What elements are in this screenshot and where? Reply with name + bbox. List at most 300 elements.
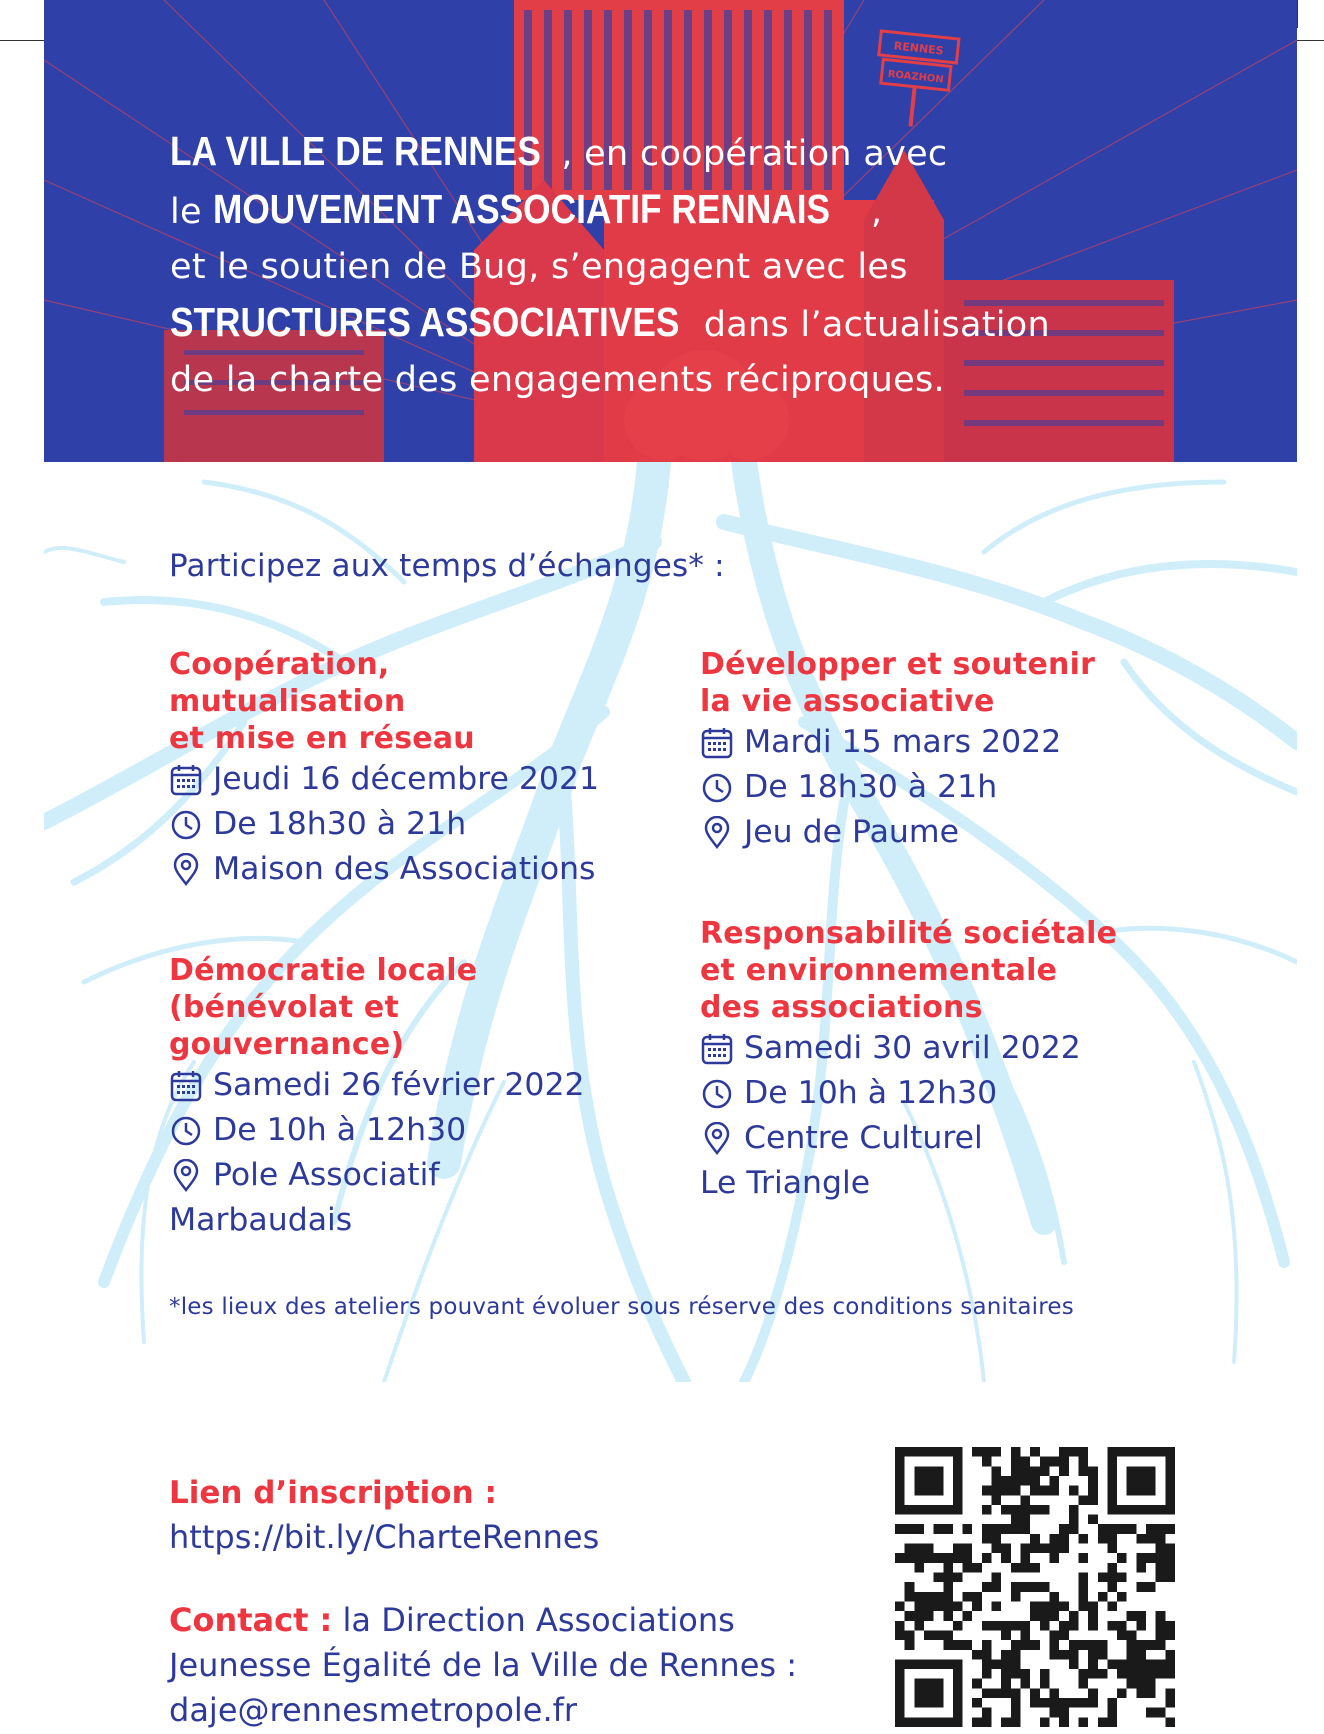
qr-module [1021,1679,1031,1689]
qr-module [1117,1669,1127,1679]
qr-module [924,1679,934,1689]
qr-module [1021,1630,1031,1640]
qr-module [1001,1650,1011,1660]
qr-module [982,1708,992,1718]
qr-module [1059,1698,1069,1708]
qr-module [1165,1486,1175,1496]
headline-text-5: de la charte des engagements réciproques. [170,360,945,400]
qr-module [1021,1495,1031,1505]
calendar-icon [169,1069,203,1103]
qr-module [1136,1688,1146,1698]
event-time-text: De 18h30 à 21h [744,769,998,805]
qr-module [1040,1698,1050,1708]
qr-module [1021,1563,1031,1573]
event-title-line: Coopération, [169,647,390,682]
location-pin-icon [700,1122,734,1156]
qr-module [943,1582,953,1592]
qr-module [1146,1534,1156,1544]
qr-module [895,1669,905,1679]
qr-module [1030,1582,1040,1592]
qr-module [1049,1534,1059,1544]
qr-module [1021,1476,1031,1486]
qr-module [1107,1534,1117,1544]
qr-module [1107,1524,1117,1534]
qr-module [1136,1679,1146,1689]
qr-module [1078,1698,1088,1708]
qr-module [1049,1640,1059,1650]
qr-module [1021,1640,1031,1650]
qr-module [1165,1495,1175,1505]
qr-module [1136,1650,1146,1660]
qr-module [1136,1640,1146,1650]
qr-module [1040,1466,1050,1476]
contact-line-1: la Direction Associations [332,1601,735,1639]
qr-module [1127,1679,1137,1689]
qr-module [943,1592,953,1602]
event-card [700,915,1220,1206]
qr-module [1001,1505,1011,1515]
qr-module [1117,1524,1127,1534]
qr-module [963,1563,973,1573]
event-time [169,1108,689,1153]
qr-module [1136,1476,1146,1486]
qr-module [1011,1717,1021,1727]
qr-module [1107,1573,1117,1583]
qr-module [895,1698,905,1708]
qr-module [953,1698,963,1708]
qr-module [1127,1524,1137,1534]
clock-icon [169,808,203,842]
qr-module [914,1659,924,1669]
qr-module [1107,1717,1117,1727]
qr-module [982,1447,992,1457]
qr-module [934,1573,944,1583]
qr-module [905,1630,915,1640]
qr-module [1088,1698,1098,1708]
event-date-text: Samedi 26 février 2022 [213,1067,585,1103]
qr-module [1049,1630,1059,1640]
qr-module [953,1447,963,1457]
qr-module [1059,1524,1069,1534]
qr-module [1146,1553,1156,1563]
qr-module [1049,1553,1059,1563]
qr-module [1011,1582,1021,1592]
qr-module [1088,1515,1098,1525]
headline-strong-2: MOUVEMENT ASSOCIATIF RENNAIS [213,186,831,232]
qr-module [1001,1679,1011,1689]
qr-module [1098,1534,1108,1544]
qr-module [1011,1650,1021,1660]
qr-module [982,1650,992,1660]
contact-email[interactable]: daje@rennesmetropole.fr [169,1691,578,1729]
qr-module [914,1553,924,1563]
qr-module [953,1640,963,1650]
qr-module [934,1688,944,1698]
qr-module [1107,1544,1117,1554]
qr-module [934,1659,944,1669]
location-pin-icon [169,1159,203,1193]
qr-module [1107,1659,1117,1669]
qr-module [1146,1447,1156,1457]
qr-module [934,1592,944,1602]
qr-module [1127,1466,1137,1476]
qr-module [1069,1505,1079,1515]
qr-module [1001,1717,1011,1727]
qr-module [1011,1669,1021,1679]
qr-module [914,1544,924,1554]
contact-line-2: Jeunesse Égalité de la Ville de Rennes : [169,1646,797,1684]
qr-module [1136,1486,1146,1496]
qr-module [1059,1466,1069,1476]
qr-module [992,1659,1002,1669]
qr-module [1001,1486,1011,1496]
intro-text: Participez aux temps d’échanges* : [169,548,725,584]
qr-module [943,1611,953,1621]
qr-module [895,1495,905,1505]
qr-module [982,1553,992,1563]
qr-module [924,1466,934,1476]
event-date-text: Samedi 30 avril 2022 [744,1030,1081,1066]
qr-module [1156,1563,1166,1573]
qr-module [934,1486,944,1496]
qr-module [1146,1486,1156,1496]
event-title [169,646,689,757]
qr-module [1136,1659,1146,1669]
qr-module [1049,1476,1059,1486]
qr-module [1040,1621,1050,1631]
event-date-text: Jeudi 16 décembre 2021 [213,761,600,797]
qr-module [982,1457,992,1467]
qr-module [1030,1688,1040,1698]
qr-module [1049,1708,1059,1718]
qr-module [1165,1505,1175,1515]
qr-module [1098,1717,1108,1727]
qr-module [1136,1611,1146,1621]
qr-module [963,1544,973,1554]
qr-module [1136,1447,1146,1457]
qr-module [1165,1630,1175,1640]
qr-module [992,1601,1002,1611]
qr-module [1127,1447,1137,1457]
inscription-link[interactable]: https://bit.ly/CharteRennes [169,1518,600,1556]
event-date [169,1063,689,1108]
qr-module [972,1650,982,1660]
qr-module [1117,1505,1127,1515]
qr-module [1146,1669,1156,1679]
qr-module [1098,1573,1108,1583]
qr-module [924,1698,934,1708]
qr-module [1107,1698,1117,1708]
qr-module [914,1466,924,1476]
qr-module [1069,1659,1079,1669]
qr-module [924,1592,934,1602]
qr-module [1127,1669,1137,1679]
qr-module [1107,1601,1117,1611]
event-title-line: Démocratie locale [169,953,478,988]
qr-module [972,1601,982,1611]
qr-module [1098,1524,1108,1534]
qr-module [1059,1621,1069,1631]
qr-module [1030,1601,1040,1611]
qr-module [1156,1611,1166,1621]
qr-module [1127,1659,1137,1669]
event-place-continued: Le Triangle [700,1165,871,1201]
qr-module [924,1544,934,1554]
qr-module [1107,1466,1117,1476]
event-card [169,646,689,892]
event-date-text: Mardi 15 mars 2022 [744,724,1062,760]
qr-module [1069,1621,1079,1631]
event-title-line: la vie associative [700,684,995,719]
qr-module [1136,1553,1146,1563]
qr-module [1165,1688,1175,1698]
qr-module [1107,1621,1117,1631]
qr-module [905,1544,915,1554]
event-title-line: et environnementale [700,953,1058,988]
qr-module [914,1601,924,1611]
qr-module [943,1659,953,1669]
qr-module [992,1582,1002,1592]
qr-module [1069,1640,1079,1650]
qr-module [953,1601,963,1611]
event-title [700,915,1220,1026]
qr-module [1117,1447,1127,1457]
contact-label: Contact : [169,1601,333,1639]
qr-module [895,1476,905,1486]
qr-module [1127,1505,1137,1515]
qr-module [1088,1640,1098,1650]
qr-module [1127,1640,1137,1650]
qr-module [1146,1659,1156,1669]
qr-module [914,1486,924,1496]
qr-module [914,1505,924,1515]
qr-module [1136,1505,1146,1515]
clock-icon [700,1077,734,1111]
qr-module [924,1611,934,1621]
qr-module [914,1688,924,1698]
qr-module [1165,1621,1175,1631]
qr-module [982,1659,992,1669]
qr-module [1040,1679,1050,1689]
qr-module [924,1688,934,1698]
qr-module [1059,1708,1069,1718]
qr-module [1049,1688,1059,1698]
qr-module [1165,1669,1175,1679]
qr-module [914,1679,924,1689]
qr-module [1165,1553,1175,1563]
qr-module [982,1717,992,1727]
event-date [700,720,1220,765]
qr-module [934,1447,944,1457]
qr-module [1021,1582,1031,1592]
qr-module [1117,1659,1127,1669]
qr-code[interactable] [895,1447,1175,1727]
qr-module [914,1563,924,1573]
qr-module [1156,1630,1166,1640]
qr-module [924,1486,934,1496]
qr-module [1117,1688,1127,1698]
qr-module [905,1611,915,1621]
qr-module [1078,1679,1088,1689]
qr-module [895,1717,905,1727]
qr-module [1078,1717,1088,1727]
qr-module [1136,1582,1146,1592]
qr-module [1001,1476,1011,1486]
qr-module [1078,1447,1088,1457]
qr-module [1059,1544,1069,1554]
qr-module [924,1601,934,1611]
qr-module [1030,1476,1040,1486]
qr-module [1078,1582,1088,1592]
qr-module [953,1486,963,1496]
qr-module [1136,1534,1146,1544]
qr-module [1078,1457,1088,1467]
qr-module [963,1640,973,1650]
qr-module [1146,1679,1156,1689]
qr-module [1030,1563,1040,1573]
qr-module [934,1476,944,1486]
qr-module [992,1621,1002,1631]
qr-module [1107,1476,1117,1486]
qr-module [943,1630,953,1640]
qr-module [1021,1466,1031,1476]
qr-module [905,1592,915,1602]
qr-module [1156,1640,1166,1650]
qr-module [1001,1659,1011,1669]
qr-module [1011,1592,1021,1602]
event-place [169,1153,689,1198]
qr-module [1136,1669,1146,1679]
qr-module [943,1553,953,1563]
qr-module [934,1505,944,1515]
qr-module [1156,1524,1166,1534]
qr-module [953,1505,963,1515]
qr-module [1011,1447,1021,1457]
qr-module [1127,1611,1137,1621]
calendar-icon [700,1032,734,1066]
qr-module [1001,1688,1011,1698]
qr-module [1011,1688,1021,1698]
qr-module [982,1505,992,1515]
qr-module [982,1582,992,1592]
qr-module [1069,1447,1079,1457]
event-place [700,1116,1220,1161]
qr-module [895,1621,905,1631]
event-title-line: des associations [700,990,983,1025]
qr-module [972,1679,982,1689]
qr-module [914,1476,924,1486]
qr-module [1021,1505,1031,1515]
qr-module [992,1534,1002,1544]
qr-module [914,1717,924,1727]
qr-module [1156,1669,1166,1679]
qr-module [1146,1524,1156,1534]
qr-module [1030,1611,1040,1621]
qr-module [953,1679,963,1689]
qr-module [1098,1592,1108,1602]
qr-module [963,1524,973,1534]
event-title-line: mutualisation [169,684,406,719]
location-pin-icon [700,816,734,850]
qr-module [1088,1486,1098,1496]
qr-module [1098,1640,1108,1650]
qr-module [895,1553,905,1563]
qr-module [895,1486,905,1496]
qr-module [914,1698,924,1708]
qr-module [992,1524,1002,1534]
qr-module [1136,1466,1146,1476]
qr-module [905,1659,915,1669]
qr-module [972,1592,982,1602]
qr-module [1001,1524,1011,1534]
qr-module [1117,1592,1127,1602]
qr-module [934,1601,944,1611]
qr-module [943,1505,953,1515]
qr-module [982,1640,992,1650]
qr-module [943,1717,953,1727]
qr-module [953,1457,963,1467]
qr-module [924,1630,934,1640]
qr-module [982,1669,992,1679]
qr-module [924,1717,934,1727]
qr-module [943,1601,953,1611]
qr-module [972,1698,982,1708]
qr-module [1156,1573,1166,1583]
qr-module [924,1476,934,1486]
sign-roazhon: ROAZHON [887,68,945,86]
qr-module [1011,1563,1021,1573]
qr-module [1088,1688,1098,1698]
qr-module [1088,1669,1098,1679]
qr-module [1146,1640,1156,1650]
sign-rennes: RENNES [893,39,945,58]
qr-module [992,1466,1002,1476]
event-place-continued: Marbaudais [169,1202,353,1238]
event-date [700,1026,1220,1071]
qr-module [1011,1466,1021,1476]
qr-module [1069,1650,1079,1660]
qr-module [943,1573,953,1583]
qr-module [1040,1669,1050,1679]
qr-module [1001,1553,1011,1563]
qr-module [1049,1650,1059,1660]
qr-module [934,1679,944,1689]
qr-module [914,1611,924,1621]
qr-module [1059,1650,1069,1660]
clock-icon [169,1114,203,1148]
qr-module [1001,1630,1011,1640]
inscription-label: Lien d’inscription : [169,1475,497,1511]
qr-module [1030,1466,1040,1476]
qr-module [895,1457,905,1467]
qr-module [1059,1601,1069,1611]
qr-module [914,1447,924,1457]
qr-module [992,1688,1002,1698]
qr-module [1078,1553,1088,1563]
qr-module [1069,1611,1079,1621]
qr-module [963,1592,973,1602]
qr-module [1059,1457,1069,1467]
qr-module [982,1524,992,1534]
footnote: *les lieux des ateliers pouvant évoluer sous réserve des conditions sanitaires [169,1294,1074,1320]
qr-module [1011,1698,1021,1708]
qr-module [1156,1621,1166,1631]
qr-module [895,1679,905,1689]
event-title-line: Développer et soutenir [700,647,1096,682]
qr-module [895,1447,905,1457]
qr-module [1098,1650,1108,1660]
qr-module [1165,1563,1175,1573]
